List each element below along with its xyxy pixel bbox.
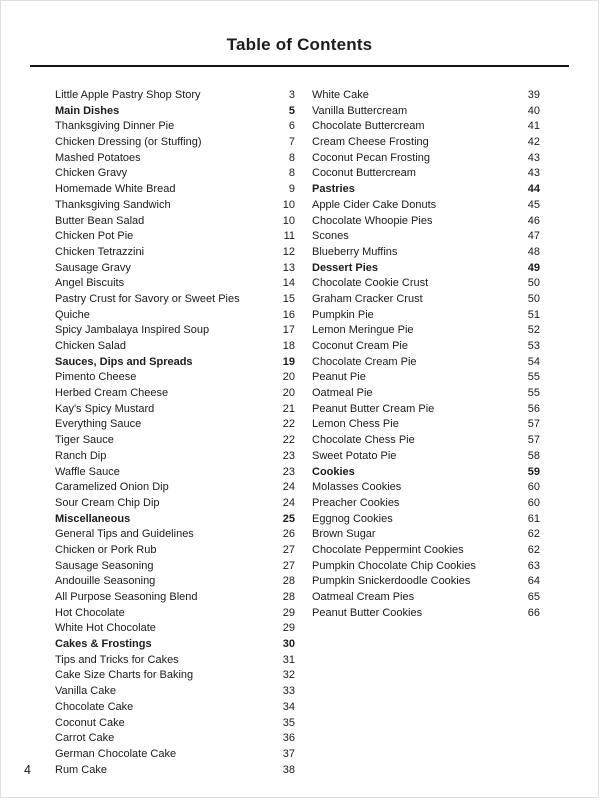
toc-entry [55, 276, 295, 292]
toc-entry-page: 66 [527, 606, 540, 619]
toc-entry-page: 25 [282, 512, 295, 525]
toc-entry-label: Thanksgiving Dinner Pie [55, 120, 175, 133]
toc-entry-label: Pastry Crust for Savory or Sweet Pies [55, 292, 240, 305]
toc-entry-label: Carrot Cake [55, 732, 115, 745]
toc-entry [312, 339, 540, 355]
toc-entry-page: 44 [527, 183, 540, 196]
toc-entry-label: Scones [312, 230, 349, 243]
toc-entry [312, 433, 540, 449]
toc-entry-page: 47 [527, 230, 540, 243]
toc-entry-page: 30 [282, 638, 295, 651]
toc-entry-page: 39 [527, 89, 540, 101]
toc-entry [312, 355, 540, 371]
toc-entry-label: Pimento Cheese [55, 371, 137, 384]
toc-entry [312, 417, 540, 433]
toc-entry [55, 292, 295, 308]
toc-entry-page: 28 [282, 575, 295, 588]
toc-entry-label: Chicken Dressing (or Stuffing) [55, 136, 202, 149]
toc-entry-page: 36 [282, 732, 295, 745]
toc-entry [55, 716, 295, 732]
toc-entry-label: Rum Cake [55, 763, 107, 776]
toc-entry-page: 53 [527, 340, 540, 352]
toc-entry [55, 339, 295, 355]
toc-entry-label: Miscellaneous [55, 512, 131, 525]
toc-section-header [312, 261, 540, 277]
toc-entry-page: 35 [282, 716, 295, 729]
toc-entry [55, 386, 295, 402]
toc-entry-label: Dessert Pies [312, 261, 379, 274]
toc-entry-page: 17 [282, 324, 295, 337]
toc-entry-page: 9 [288, 183, 295, 196]
toc-entry-page: 43 [527, 167, 540, 180]
toc-entry [55, 370, 295, 386]
toc-entry-page: 43 [527, 151, 540, 164]
toc-entry-page: 24 [282, 496, 295, 509]
toc-entry-label: Angel Biscuits [55, 277, 125, 290]
toc-entry-page: 20 [282, 387, 295, 400]
toc-entry [312, 449, 540, 465]
toc-entry-page: 32 [282, 669, 295, 682]
toc-entry-page: 13 [282, 261, 295, 274]
toc-entry-label: General Tips and Guidelines [55, 528, 194, 541]
toc-entry-label: Pumpkin Pie [312, 308, 374, 321]
toc-entry-label: Vanilla Buttercream [312, 104, 408, 117]
toc-entry [312, 527, 540, 543]
toc-entry [55, 308, 295, 324]
toc-entry [55, 465, 295, 481]
toc-entry-page: 22 [282, 418, 295, 431]
toc-entry-page: 15 [282, 292, 295, 305]
toc-entry-label: Tiger Sauce [55, 434, 114, 447]
toc-entry [55, 229, 295, 245]
page-title: Table of Contents [226, 35, 373, 54]
toc-entry-page: 61 [527, 512, 540, 525]
toc-entry-page: 46 [527, 214, 540, 227]
toc-entry-label: Hot Chocolate [55, 606, 125, 619]
toc-entry [55, 527, 295, 543]
toc-entry-page: 40 [527, 104, 540, 117]
toc-entry-page: 50 [527, 292, 540, 305]
toc-column-left [55, 88, 295, 778]
toc-entry-label: Pastries [312, 183, 355, 196]
toc-entry [55, 88, 295, 104]
toc-entry [312, 323, 540, 339]
toc-entry-label: Blueberry Muffins [312, 245, 398, 258]
toc-entry [55, 198, 295, 214]
toc-entry-label: Spicy Jambalaya Inspired Soup [55, 324, 210, 337]
toc-entry-label: Peanut Butter Cookies [312, 606, 423, 619]
toc-entry-label: Sweet Potato Pie [312, 449, 397, 462]
toc-entry [312, 559, 540, 575]
toc-entry-page: 62 [527, 543, 540, 556]
toc-entry [55, 590, 295, 606]
toc-entry [55, 621, 295, 637]
toc-entry [312, 606, 540, 622]
toc-entry-page: 50 [527, 277, 540, 290]
toc-entry [312, 276, 540, 292]
toc-entry-label: Brown Sugar [312, 528, 376, 541]
toc-entry [312, 135, 540, 151]
toc-entry-page: 8 [288, 167, 295, 180]
toc-entry [312, 480, 540, 496]
toc-entry [55, 323, 295, 339]
toc-entry [55, 684, 295, 700]
toc-entry [55, 668, 295, 684]
toc-entry-page: 55 [527, 387, 540, 400]
toc-entry-label: Oatmeal Cream Pies [312, 591, 415, 603]
toc-entry-label: Eggnog Cookies [312, 512, 393, 525]
toc-entry [312, 166, 540, 182]
toc-entry-label: Andouille Seasoning [55, 575, 156, 588]
toc-entry-page: 29 [282, 622, 295, 635]
toc-entry-page: 6 [288, 120, 295, 133]
toc-entry-label: Lemon Chess Pie [312, 418, 399, 431]
toc-entry-label: Chocolate Whoopie Pies [312, 214, 433, 227]
toc-entry [55, 496, 295, 512]
toc-section-header [55, 512, 295, 528]
toc-entry-page: 11 [283, 230, 295, 243]
toc-entry-page: 56 [527, 402, 540, 415]
toc-entry-label: Chocolate Chess Pie [312, 434, 415, 447]
toc-entry [312, 590, 540, 606]
toc-entry-page: 16 [282, 308, 295, 321]
toc-entry-label: Cakes & Frostings [55, 638, 152, 651]
toc-entry [55, 261, 295, 277]
toc-entry-page: 57 [527, 418, 540, 431]
toc-entry-page: 8 [288, 151, 295, 164]
toc-section-header [312, 465, 540, 481]
toc-entry [55, 606, 295, 622]
toc-entry-label: Apple Cider Cake Donuts [312, 198, 437, 211]
toc-entry-page: 10 [282, 198, 295, 211]
toc-entry-label: All Purpose Seasoning Blend [55, 591, 198, 603]
toc-entry-label: Butter Bean Salad [55, 214, 145, 227]
toc-entry-page: 64 [527, 575, 540, 588]
toc-entry-label: Sour Cream Chip Dip [55, 496, 160, 509]
toc-entry-page: 26 [282, 528, 295, 541]
toc-entry [312, 229, 540, 245]
toc-entry [55, 574, 295, 590]
toc-entry-label: Thanksgiving Sandwich [55, 198, 171, 211]
toc-entry-page: 48 [527, 245, 540, 258]
toc-entry-label: Chicken or Pork Rub [55, 543, 157, 556]
toc-entry [312, 151, 540, 167]
toc-entry-label: Coconut Buttercream [312, 167, 416, 180]
toc-section-header [55, 104, 295, 120]
toc-entry-page: 7 [288, 136, 295, 149]
toc-entry [55, 402, 295, 418]
toc-entry-page: 60 [527, 496, 540, 509]
toc-entry-label: Cream Cheese Frosting [312, 136, 429, 149]
toc-entry-label: Tips and Tricks for Cakes [55, 653, 179, 666]
toc-entry [55, 700, 295, 716]
toc-entry-page: 21 [282, 402, 295, 415]
toc-entry-page: 65 [527, 591, 540, 603]
toc-entry-label: Mashed Potatoes [55, 151, 141, 164]
toc-entry-page: 49 [527, 261, 540, 274]
toc-entry-page: 23 [282, 449, 295, 462]
toc-entry-label: Chocolate Cookie Crust [312, 277, 429, 290]
toc-entry-label: Sausage Gravy [55, 261, 131, 274]
toc-entry [55, 731, 295, 747]
toc-entry [55, 543, 295, 559]
toc-entry-page: 24 [282, 481, 295, 494]
toc-entry [55, 449, 295, 465]
toc-entry-page: 28 [282, 591, 295, 603]
toc-entry-label: Chicken Gravy [55, 167, 128, 180]
toc-entry-page: 14 [282, 277, 295, 290]
toc-entry [55, 119, 295, 135]
toc-entry-page: 41 [527, 120, 540, 133]
toc-entry-page: 38 [282, 763, 295, 776]
toc-entry-label: Coconut Pecan Frosting [312, 151, 431, 164]
toc-entry [312, 292, 540, 308]
toc-entry-page: 59 [527, 465, 540, 478]
toc-entry-page: 51 [527, 308, 540, 321]
toc-entry-page: 18 [282, 340, 295, 352]
toc-entry-label: Little Apple Pastry Shop Story [55, 89, 201, 101]
toc-entry-label: Quiche [55, 308, 90, 321]
toc-entry-page: 33 [282, 685, 295, 698]
toc-entry-label: Graham Cracker Crust [312, 292, 423, 305]
toc-entry-page: 57 [527, 434, 540, 447]
toc-entry-label: Preacher Cookies [312, 496, 400, 509]
toc-entry [55, 763, 295, 779]
toc-entry-page: 55 [527, 371, 540, 384]
toc-entry-label: Sauces, Dips and Spreads [55, 355, 193, 368]
toc-entry-page: 27 [282, 559, 295, 572]
toc-entry [55, 653, 295, 669]
toc-entry [312, 245, 540, 261]
toc-entry-page: 54 [527, 355, 540, 368]
toc-entry [312, 88, 540, 104]
toc-entry [55, 480, 295, 496]
toc-section-header [55, 637, 295, 653]
toc-entry [312, 308, 540, 324]
toc-entry-label: Everything Sauce [55, 418, 142, 431]
toc-entry [312, 104, 540, 120]
toc-entry-page: 19 [282, 355, 295, 368]
page-number: 4 [24, 763, 31, 777]
toc-entry-page: 37 [282, 747, 295, 760]
toc-columns [1, 67, 598, 778]
toc-entry [312, 574, 540, 590]
toc-entry-page: 45 [527, 198, 540, 211]
toc-entry-page: 63 [527, 559, 540, 572]
toc-entry [55, 417, 295, 433]
toc-entry-page: 34 [282, 700, 295, 713]
toc-entry-page: 22 [282, 434, 295, 447]
toc-entry-page: 42 [527, 136, 540, 149]
toc-entry-label: Pumpkin Snickerdoodle Cookies [312, 575, 471, 588]
toc-entry-label: Vanilla Cake [55, 685, 116, 698]
toc-entry-label: Kay's Spicy Mustard [55, 402, 155, 415]
toc-entry-label: Peanut Butter Cream Pie [312, 402, 435, 415]
toc-entry [55, 559, 295, 575]
toc-section-header [55, 355, 295, 371]
toc-entry-page: 62 [527, 528, 540, 541]
toc-entry-label: Homemade White Bread [55, 183, 176, 196]
toc-entry-label: Molasses Cookies [312, 481, 402, 494]
toc-entry-label: Oatmeal Pie [312, 387, 373, 400]
toc-entry-page: 29 [282, 606, 295, 619]
toc-entry-label: Chicken Pot Pie [55, 230, 134, 243]
toc-entry-page: 31 [282, 653, 295, 666]
toc-entry-label: Coconut Cake [55, 716, 125, 729]
toc-entry-label: German Chocolate Cake [55, 747, 177, 760]
toc-entry [312, 198, 540, 214]
toc-entry-page: 3 [288, 89, 295, 101]
toc-entry-label: White Hot Chocolate [55, 622, 156, 635]
toc-entry-label: Chicken Salad [55, 340, 126, 352]
toc-entry [55, 214, 295, 230]
toc-entry-page: 23 [282, 465, 295, 478]
toc-entry [312, 214, 540, 230]
toc-entry-label: Chicken Tetrazzini [55, 245, 145, 258]
toc-entry-page: 27 [282, 543, 295, 556]
toc-entry [312, 496, 540, 512]
toc-entry-label: Sausage Seasoning [55, 559, 154, 572]
toc-entry [312, 402, 540, 418]
toc-entry-label: Peanut Pie [312, 371, 366, 384]
toc-entry-page: 20 [282, 371, 295, 384]
toc-entry-label: White Cake [312, 89, 369, 101]
toc-entry-page: 58 [527, 449, 540, 462]
toc-section-header [312, 182, 540, 198]
toc-entry [312, 386, 540, 402]
toc-entry-label: Ranch Dip [55, 449, 107, 462]
toc-entry-label: Herbed Cream Cheese [55, 387, 169, 400]
toc-entry-page: 10 [282, 214, 295, 227]
toc-entry-label: Caramelized Onion Dip [55, 481, 169, 494]
toc-column-right [312, 88, 540, 778]
toc-entry-label: Chocolate Peppermint Cookies [312, 543, 464, 556]
toc-entry [312, 119, 540, 135]
toc-entry [55, 182, 295, 198]
toc-entry [55, 166, 295, 182]
toc-entry-label: Chocolate Cake [55, 700, 134, 713]
toc-entry-label: Main Dishes [55, 104, 120, 117]
toc-entry-label: Cookies [312, 465, 355, 478]
toc-entry-label: Cake Size Charts for Baking [55, 669, 194, 682]
toc-entry-page: 52 [527, 324, 540, 337]
toc-entry-page: 5 [288, 104, 295, 117]
toc-entry-label: Waffle Sauce [55, 465, 120, 478]
toc-entry [55, 433, 295, 449]
toc-entry-page: 12 [282, 245, 295, 258]
toc-entry [312, 370, 540, 386]
toc-entry-label: Lemon Meringue Pie [312, 324, 414, 337]
toc-entry-label: Chocolate Buttercream [312, 120, 425, 133]
toc-entry-label: Coconut Cream Pie [312, 340, 408, 352]
toc-entry-label: Pumpkin Chocolate Chip Cookies [312, 559, 476, 572]
toc-entry [55, 747, 295, 763]
toc-entry-page: 60 [527, 481, 540, 494]
toc-entry [312, 543, 540, 559]
toc-entry [55, 135, 295, 151]
toc-entry [55, 151, 295, 167]
toc-entry-label: Chocolate Cream Pie [312, 355, 417, 368]
toc-entry [312, 512, 540, 528]
toc-entry [55, 245, 295, 261]
